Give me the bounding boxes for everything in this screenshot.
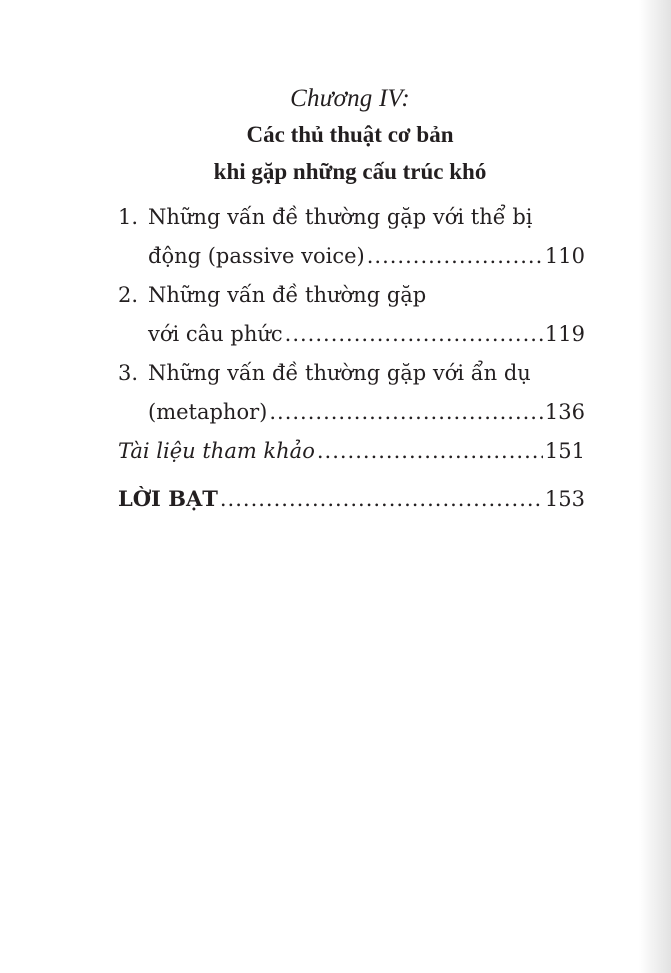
toc-entry-page-number: 153 bbox=[544, 487, 585, 511]
toc-entry-metaphor[interactable] bbox=[118, 354, 585, 432]
toc-entry-complex-sentence[interactable] bbox=[118, 276, 585, 354]
toc-entry-title-line-2: (metaphor) bbox=[148, 400, 268, 424]
toc-entry-number: 2. bbox=[118, 283, 139, 307]
toc-entry-title-line-2: với câu phức bbox=[148, 322, 283, 346]
dot-leader bbox=[367, 237, 543, 276]
chapter-title-line-2: khi gặp những cấu trúc khó bbox=[213, 159, 487, 184]
toc-entry-page-number: 110 bbox=[544, 244, 585, 268]
chapter-label: Chương IV: bbox=[290, 85, 410, 112]
toc-entry-references[interactable] bbox=[118, 432, 585, 471]
toc-entry-title-line-1: Những vấn đề thường gặp bbox=[148, 283, 427, 307]
chapter-header bbox=[0, 82, 671, 190]
toc-entry-title-line-1: Những vấn đề thường gặp với ẩn dụ bbox=[148, 361, 531, 385]
toc-entry-title: Tài liệu tham khảo bbox=[118, 439, 315, 463]
toc-entry-number: 1. bbox=[118, 205, 139, 229]
page-edge-shadow bbox=[639, 0, 671, 973]
toc-entry-passive-voice[interactable] bbox=[118, 198, 585, 276]
dot-leader bbox=[317, 432, 543, 471]
table-of-contents bbox=[118, 198, 585, 519]
dot-leader bbox=[220, 480, 543, 519]
chapter-title-line-1: Các thủ thuật cơ bản bbox=[246, 122, 454, 147]
toc-entry-page-number: 136 bbox=[544, 400, 585, 424]
toc-entry-number: 3. bbox=[118, 361, 139, 385]
toc-entry-afterword[interactable] bbox=[118, 479, 585, 519]
toc-entry-page-number: 119 bbox=[544, 322, 585, 346]
dot-leader bbox=[285, 315, 543, 354]
dot-leader bbox=[269, 393, 543, 432]
toc-entry-title: LỜI BẠT bbox=[118, 486, 218, 511]
toc-entry-title-line-1: Những vấn đề thường gặp với thể bị bbox=[148, 205, 533, 229]
toc-entry-title-line-2: động (passive voice) bbox=[148, 244, 365, 268]
toc-entry-page-number: 151 bbox=[544, 439, 585, 463]
